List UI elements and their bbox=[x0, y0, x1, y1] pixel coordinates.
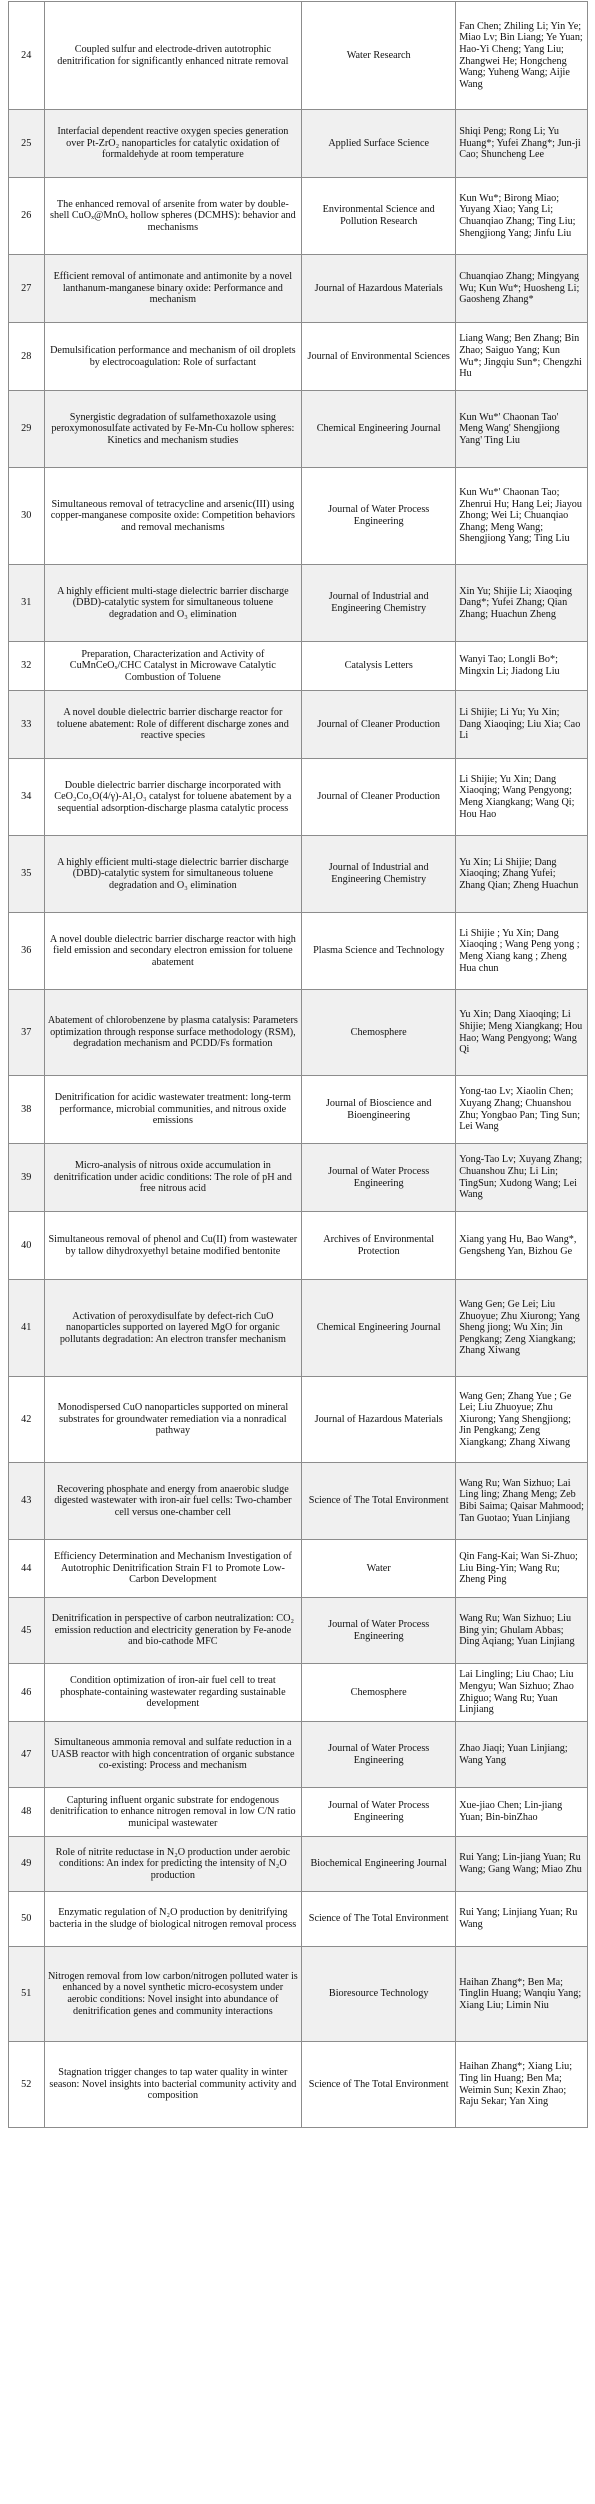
table-row bbox=[9, 1076, 588, 1144]
journal-name: Chemosphere bbox=[302, 1664, 456, 1722]
paper-title: Simultaneous ammonia removal and sulfate reduction in a UASB reactor with high concentration of organic substance co-existing: Process and mechanism bbox=[44, 1722, 302, 1788]
table-row bbox=[9, 1722, 588, 1788]
table-row bbox=[9, 836, 588, 913]
journal-name: Journal of Hazardous Materials bbox=[302, 255, 456, 323]
paper-title: Simultaneous removal of tetracycline and arsenic(III) using copper-manganese composite oxide: Competition behaviors and removal mechanisms bbox=[44, 468, 302, 565]
table-row bbox=[9, 1144, 588, 1212]
row-number: 32 bbox=[9, 642, 45, 691]
journal-name: Archives of Environmental Protection bbox=[302, 1212, 456, 1280]
publication-table bbox=[8, 1, 588, 2128]
journal-name: Journal of Industrial and Engineering Chemistry bbox=[302, 565, 456, 642]
author-list: Rui Yang; Lin-jiang Yuan; Ru Wang; Gang Wang; Miao Zhu bbox=[456, 1837, 588, 1892]
table-row bbox=[9, 691, 588, 759]
row-number: 47 bbox=[9, 1722, 45, 1788]
table-row bbox=[9, 1664, 588, 1722]
paper-title: Coupled sulfur and electrode-driven autotrophic denitrification for significantly enhanced nitrate removal bbox=[44, 2, 302, 110]
journal-name: Chemical Engineering Journal bbox=[302, 1280, 456, 1377]
row-number: 50 bbox=[9, 1892, 45, 1947]
row-number: 28 bbox=[9, 323, 45, 391]
author-list: Yong-tao Lv; Xiaolin Chen; Xuyang Zhang; Chuanshou Zhu; Yongbao Pan; Ting Sun; Lei Wang bbox=[456, 1076, 588, 1144]
journal-name: Journal of Water Process Engineering bbox=[302, 1598, 456, 1664]
journal-name: Science of The Total Environment bbox=[302, 1892, 456, 1947]
table-row bbox=[9, 391, 588, 468]
row-number: 43 bbox=[9, 1463, 45, 1540]
journal-name: Journal of Cleaner Production bbox=[302, 759, 456, 836]
table-row bbox=[9, 759, 588, 836]
row-number: 35 bbox=[9, 836, 45, 913]
table-row bbox=[9, 1598, 588, 1664]
author-list: Wang Gen; Ge Lei; Liu Zhuoyue; Zhu Xiurong; Yang Sheng jiong; Wu Xin; Jin Pengkang; Zeng Xiangkang; Zhang Xiwang bbox=[456, 1280, 588, 1377]
table-row bbox=[9, 2042, 588, 2128]
author-list: Li Shijie ; Yu Xin; Dang Xiaoqing ; Wang Peng yong ; Meng Xiang kang ; Zheng Hua chun bbox=[456, 913, 588, 990]
paper-title: Stagnation trigger changes to tap water quality in winter season: Novel insights into bacterial community activity and composition bbox=[44, 2042, 302, 2128]
journal-name: Chemical Engineering Journal bbox=[302, 391, 456, 468]
journal-name: Applied Surface Science bbox=[302, 110, 456, 178]
row-number: 31 bbox=[9, 565, 45, 642]
row-number: 34 bbox=[9, 759, 45, 836]
paper-title: Efficient removal of antimonate and antimonite by a novel lanthanum-manganese binary oxide: Performance and mechanism bbox=[44, 255, 302, 323]
paper-title: Simultaneous removal of phenol and Cu(II) from wastewater by tallow dihydroxyethyl betaine modified bentonite bbox=[44, 1212, 302, 1280]
paper-title: Enzymatic regulation of N₂O production by denitrifying bacteria in the sludge of biological nitrogen removal process bbox=[44, 1892, 302, 1947]
paper-title: Role of nitrite reductase in N₂O production under aerobic conditions: An index for predicting the intensity of N₂O production bbox=[44, 1837, 302, 1892]
paper-title: Efficiency Determination and Mechanism Investigation of Autotrophic Denitrification Strain F1 to Promote Low-Carbon Development bbox=[44, 1540, 302, 1598]
journal-name: Water bbox=[302, 1540, 456, 1598]
paper-title: Micro-analysis of nitrous oxide accumulation in denitrification under acidic conditions: The role of pH and free nitrous acid bbox=[44, 1144, 302, 1212]
table-row bbox=[9, 1837, 588, 1892]
author-list: Liang Wang; Ben Zhang; Bin Zhao; Saiguo Yang; Kun Wu*; Jingqiu Sun*; Chengzhi Hu bbox=[456, 323, 588, 391]
row-number: 52 bbox=[9, 2042, 45, 2128]
table-row bbox=[9, 1947, 588, 2042]
row-number: 27 bbox=[9, 255, 45, 323]
paper-title: Condition optimization of iron-air fuel cell to treat phosphate-containing wastewater regarding sustainable development bbox=[44, 1664, 302, 1722]
row-number: 25 bbox=[9, 110, 45, 178]
author-list: Yu Xin; Dang Xiaoqing; Li Shijie; Meng Xiangkang; Hou Hao; Wang Pengyong; Wang Qi bbox=[456, 990, 588, 1076]
table-row bbox=[9, 913, 588, 990]
journal-name: Science of The Total Environment bbox=[302, 2042, 456, 2128]
row-number: 48 bbox=[9, 1788, 45, 1837]
paper-title: Denitrification in perspective of carbon neutralization: CO₂ emission reduction and electricity generation by Fe-anode and bio-cathode MFC bbox=[44, 1598, 302, 1664]
journal-name: Science of The Total Environment bbox=[302, 1463, 456, 1540]
author-list: Kun Wu*' Chaonan Tao; Zhenrui Hu; Hang Lei; Jiayou Zhong; Wei Li; Chuanqiao Zhang; Meng Wang; Shengjiong Yang; Ting Liu bbox=[456, 468, 588, 565]
author-list: Haihan Zhang*; Ben Ma; Tinglin Huang; Wanqiu Yang; Xiang Liu; Limin Niu bbox=[456, 1947, 588, 2042]
table-row bbox=[9, 468, 588, 565]
paper-title: Abatement of chlorobenzene by plasma catalysis: Parameters optimization through response surface methodology (RSM), degradation mechanism and PCDD/Fs formation bbox=[44, 990, 302, 1076]
journal-name: Journal of Hazardous Materials bbox=[302, 1377, 456, 1463]
table-row bbox=[9, 178, 588, 255]
author-list: Chuanqiao Zhang; Mingyang Wu; Kun Wu*; Huosheng Li; Gaosheng Zhang* bbox=[456, 255, 588, 323]
publication-table-body bbox=[9, 2, 588, 2128]
table-row bbox=[9, 255, 588, 323]
row-number: 36 bbox=[9, 913, 45, 990]
author-list: Qin Fang-Kai; Wan Si-Zhuo; Liu Bing-Yin; Wang Ru; Zheng Ping bbox=[456, 1540, 588, 1598]
journal-name: Biochemical Engineering Journal bbox=[302, 1837, 456, 1892]
journal-name: Journal of Water Process Engineering bbox=[302, 1144, 456, 1212]
row-number: 39 bbox=[9, 1144, 45, 1212]
table-row bbox=[9, 323, 588, 391]
journal-name: Environmental Science and Pollution Research bbox=[302, 178, 456, 255]
paper-title: A novel double dielectric barrier discharge reactor with high field emission and secondary electron emission for toluene abatement bbox=[44, 913, 302, 990]
paper-title: Capturing influent organic substrate for endogenous denitrification to enhance nitrogen removal in low C/N ratio municipal wastewater bbox=[44, 1788, 302, 1837]
row-number: 44 bbox=[9, 1540, 45, 1598]
journal-name: Journal of Water Process Engineering bbox=[302, 1722, 456, 1788]
paper-title: Demulsification performance and mechanism of oil droplets by electrocoagulation: Role of surfactant bbox=[44, 323, 302, 391]
author-list: Yong-Tao Lv; Xuyang Zhang; Chuanshou Zhu; Li Lin; TingSun; Xudong Wang; Lei Wang bbox=[456, 1144, 588, 1212]
author-list: Yu Xin; Li Shijie; Dang Xiaoqing; Zhang Yufei; Zhang Qian; Zheng Huachun bbox=[456, 836, 588, 913]
journal-name: Catalysis Letters bbox=[302, 642, 456, 691]
paper-title: Activation of peroxydisulfate by defect-rich CuO nanoparticles supported on layered MgO for organic pollutants degradation: An electron transfer mechanism bbox=[44, 1280, 302, 1377]
author-list: Xue-jiao Chen; Lin-jiang Yuan; Bin-binZhao bbox=[456, 1788, 588, 1837]
paper-title: Synergistic degradation of sulfamethoxazole using peroxymonosulfate activated by Fe-Mn-Cu hollow spheres: Kinetics and mechanism studies bbox=[44, 391, 302, 468]
paper-title: Recovering phosphate and energy from anaerobic sludge digested wastewater with iron-air fuel cells: Two-chamber cell versus one-chamber cell bbox=[44, 1463, 302, 1540]
journal-name: Water Research bbox=[302, 2, 456, 110]
paper-title: Preparation, Characterization and Activity of CuMnCeOₓ/CHC Catalyst in Microwave Catalytic Combustion of Toluene bbox=[44, 642, 302, 691]
author-list: Zhao Jiaqi; Yuan Linjiang; Wang Yang bbox=[456, 1722, 588, 1788]
journal-name: Journal of Cleaner Production bbox=[302, 691, 456, 759]
author-list: Wanyi Tao; Longli Bo*; Mingxin Li; Jiadong Liu bbox=[456, 642, 588, 691]
paper-title: A highly efficient multi-stage dielectric barrier discharge (DBD)-catalytic system for simultaneous toluene degradation and O₃ elimination bbox=[44, 836, 302, 913]
author-list: Li Shijie; Li Yu; Yu Xin; Dang Xiaoqing; Liu Xia; Cao Li bbox=[456, 691, 588, 759]
row-number: 29 bbox=[9, 391, 45, 468]
paper-title: Nitrogen removal from low carbon/nitrogen polluted water is enhanced by a novel synthetic micro-ecosystem under aerobic conditions: Novel insight into abundance of denitrification genes and community interactions bbox=[44, 1947, 302, 2042]
author-list: Xiang yang Hu, Bao Wang*, Gengsheng Yan, Bizhou Ge bbox=[456, 1212, 588, 1280]
author-list: Wang Ru; Wan Sizhuo; Lai Ling ling; Zhang Meng; Zeb Bibi Saima; Qaisar Mahmood; Tan Guotao; Yuan Linjiang bbox=[456, 1463, 588, 1540]
paper-title: The enhanced removal of arsenite from water by double-shell CuOₓ@MnOₓ hollow spheres (DCMHS): behavior and mechanisms bbox=[44, 178, 302, 255]
row-number: 51 bbox=[9, 1947, 45, 2042]
paper-title: A novel double dielectric barrier discharge reactor for toluene abatement: Role of different discharge zones and reactive species bbox=[44, 691, 302, 759]
table-row bbox=[9, 1892, 588, 1947]
author-list: Rui Yang; Linjiang Yuan; Ru Wang bbox=[456, 1892, 588, 1947]
row-number: 26 bbox=[9, 178, 45, 255]
author-list: Kun Wu*' Chaonan Tao' Meng Wang' Shengjiong Yang' Ting Liu bbox=[456, 391, 588, 468]
row-number: 40 bbox=[9, 1212, 45, 1280]
paper-title: Monodispersed CuO nanoparticles supported on mineral substrates for groundwater remediation via a nonradical pathway bbox=[44, 1377, 302, 1463]
journal-name: Plasma Science and Technology bbox=[302, 913, 456, 990]
author-list: Xin Yu; Shijie Li; Xiaoqing Dang*; Yufei Zhang; Qian Zhang; Huachun Zheng bbox=[456, 565, 588, 642]
row-number: 41 bbox=[9, 1280, 45, 1377]
table-row bbox=[9, 990, 588, 1076]
journal-name: Journal of Bioscience and Bioengineering bbox=[302, 1076, 456, 1144]
paper-title: Interfacial dependent reactive oxygen species generation over Pt-ZrO₂ nanoparticles for catalytic oxidation of formaldehyde at room temperature bbox=[44, 110, 302, 178]
journal-name: Journal of Water Process Engineering bbox=[302, 468, 456, 565]
row-number: 42 bbox=[9, 1377, 45, 1463]
row-number: 33 bbox=[9, 691, 45, 759]
row-number: 30 bbox=[9, 468, 45, 565]
row-number: 37 bbox=[9, 990, 45, 1076]
author-list: Shiqi Peng; Rong Li; Yu Huang*; Yufei Zhang*; Jun-ji Cao; Shuncheng Lee bbox=[456, 110, 588, 178]
author-list: Lai Lingling; Liu Chao; Liu Mengyu; Wan Sizhuo; Zhao Zhiguo; Wang Ru; Yuan Linjiang bbox=[456, 1664, 588, 1722]
paper-title: Double dielectric barrier discharge incorporated with CeO₂Co₃O(4/γ)-Al₂O₃ catalyst for toluene abatement by a sequential adsorption-discharge plasma catalytic process bbox=[44, 759, 302, 836]
journal-name: Bioresource Technology bbox=[302, 1947, 456, 2042]
table-row bbox=[9, 1212, 588, 1280]
journal-name: Journal of Water Process Engineering bbox=[302, 1788, 456, 1837]
table-row bbox=[9, 110, 588, 178]
author-list: Fan Chen; Zhiling Li; Yin Ye; Miao Lv; Bin Liang; Ye Yuan; Hao-Yi Cheng; Yang Liu; Zhangwei He; Hongcheng Wang; Yuheng Wang; Aijie Wang bbox=[456, 2, 588, 110]
table-row bbox=[9, 2, 588, 110]
row-number: 38 bbox=[9, 1076, 45, 1144]
journal-name: Chemosphere bbox=[302, 990, 456, 1076]
author-list: Kun Wu*; Birong Miao; Yuyang Xiao; Yang Li; Chuanqiao Zhang; Ting Liu; Shengjiong Yang; Jinfu Liu bbox=[456, 178, 588, 255]
row-number: 46 bbox=[9, 1664, 45, 1722]
table-row bbox=[9, 1788, 588, 1837]
row-number: 49 bbox=[9, 1837, 45, 1892]
author-list: Haihan Zhang*; Xiang Liu; Ting lin Huang; Ben Ma; Weimin Sun; Kexin Zhao; Raju Sekar; Yan Xing bbox=[456, 2042, 588, 2128]
table-row bbox=[9, 1540, 588, 1598]
author-list: Li Shijie; Yu Xin; Dang Xiaoqing; Wang Pengyong; Meng Xiangkang; Wang Qi; Hou Hao bbox=[456, 759, 588, 836]
journal-name: Journal of Environmental Sciences bbox=[302, 323, 456, 391]
paper-title: Denitrification for acidic wastewater treatment: long-term performance, microbial communities, and nitrous oxide emissions bbox=[44, 1076, 302, 1144]
row-number: 24 bbox=[9, 2, 45, 110]
author-list: Wang Gen; Zhang Yue ; Ge Lei; Liu Zhuoyue; Zhu Xiurong; Yang Shengjiong; Jin Pengkang; Zeng Xiangkang; Zhang Xiwang bbox=[456, 1377, 588, 1463]
paper-title: A highly efficient multi-stage dielectric barrier discharge (DBD)-catalytic system for simultaneous toluene degradation and O₃ elimination bbox=[44, 565, 302, 642]
journal-name: Journal of Industrial and Engineering Chemistry bbox=[302, 836, 456, 913]
table-row bbox=[9, 1280, 588, 1377]
row-number: 45 bbox=[9, 1598, 45, 1664]
table-row bbox=[9, 1463, 588, 1540]
table-row bbox=[9, 642, 588, 691]
table-row bbox=[9, 565, 588, 642]
table-row bbox=[9, 1377, 588, 1463]
author-list: Wang Ru; Wan Sizhuo; Liu Bing yin; Ghulam Abbas; Ding Aqiang; Yuan Linjiang bbox=[456, 1598, 588, 1664]
